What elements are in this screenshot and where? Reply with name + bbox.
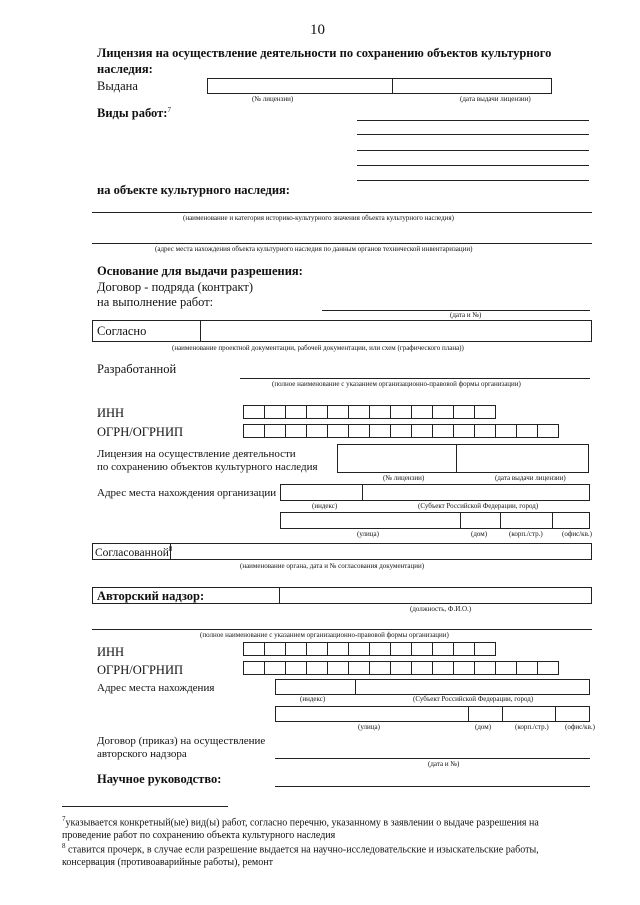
supervision-address-label: Адрес места нахождения — [97, 682, 215, 694]
works-line-2[interactable] — [357, 134, 589, 135]
supervision-divider — [279, 587, 280, 604]
ogrn-cells[interactable] — [243, 424, 558, 438]
doc-caption: (наименование проектной документации, рабочей документации, или схем (графического плана)) — [172, 344, 464, 352]
footnote-8-text2: консервация (противоаварийные работы), ремонт — [62, 857, 273, 869]
org-address-row2-divider-3 — [552, 512, 553, 529]
object-name-caption: (наименование и категория историко-культурного значения объекта культурного наследия) — [183, 214, 454, 222]
works-line-5[interactable] — [357, 180, 589, 181]
supervision-org-line[interactable] — [92, 629, 592, 630]
object-address-line[interactable] — [92, 243, 592, 244]
supervision-house-caption: (дом) — [475, 723, 492, 731]
supervision-office-caption: (офис/кв.) — [565, 723, 595, 731]
org-license-line1: Лицензия на осуществление деятельности — [97, 448, 296, 460]
contract-date-caption: (дата и №) — [450, 311, 482, 319]
footnote-8-text1: ставится прочерк, в случае если разрешение выдается на научно-исследовательские и изыскательские работы, — [65, 844, 539, 856]
footnote-7-ref: 7 — [167, 106, 171, 114]
digit-cell[interactable] — [453, 424, 475, 438]
supervision-position-caption: (должность, Ф.И.О.) — [410, 605, 472, 613]
inn-cells[interactable] — [243, 405, 495, 419]
developer-org-caption: (полное наименование с указанием организационно-правовой формы организации) — [272, 380, 521, 388]
supervision-inn-cells[interactable] — [243, 642, 495, 656]
footnote-7 — [62, 813, 539, 842]
org-license-line2: по сохранению объектов культурного наследия — [97, 461, 318, 473]
supervision-contract-line2: авторского надзора — [97, 748, 187, 760]
digit-cell[interactable] — [285, 405, 307, 419]
footnote-8-mark: 8 — [62, 842, 66, 850]
digit-cell[interactable] — [327, 405, 349, 419]
supervision-title: Авторский надзор: — [97, 589, 205, 603]
digit-cell[interactable] — [264, 424, 286, 438]
org-license-divider — [456, 444, 457, 473]
org-subject-caption: (Субъект Российской Федерации, город) — [418, 502, 539, 510]
coordinated-label — [95, 545, 172, 559]
digit-cell[interactable] — [348, 405, 370, 419]
page-number: 10 — [310, 22, 325, 38]
digit-cell[interactable] — [306, 661, 328, 675]
digit-cell[interactable] — [474, 424, 496, 438]
digit-cell[interactable] — [537, 661, 559, 675]
digit-cell[interactable] — [390, 405, 412, 419]
supervision-address-row2-divider-2 — [502, 706, 503, 722]
digit-cell[interactable] — [264, 642, 286, 656]
works-line-1[interactable] — [357, 120, 589, 121]
supervision-org-caption: (полное наименование с указанием организационно-правовой формы организации) — [200, 631, 449, 639]
digit-cell[interactable] — [495, 424, 517, 438]
org-index-caption: (индекс) — [312, 502, 338, 510]
org-license-date-caption: (дата выдачи лицензии) — [495, 474, 566, 482]
digit-cell[interactable] — [306, 642, 328, 656]
org-address-row2[interactable] — [280, 512, 590, 529]
digit-cell[interactable] — [432, 642, 454, 656]
issued-label: Выдана — [97, 79, 138, 93]
digit-cell[interactable] — [285, 661, 307, 675]
digit-cell[interactable] — [453, 405, 475, 419]
digit-cell[interactable] — [327, 661, 349, 675]
supervision-subject-caption: (Субъект Российской Федерации, город) — [413, 695, 534, 703]
supervision-building-caption: (корп./стр.) — [515, 723, 549, 731]
digit-cell[interactable] — [432, 405, 454, 419]
digit-cell[interactable] — [495, 661, 517, 675]
org-address-row1-divider — [362, 484, 363, 501]
digit-cell[interactable] — [432, 661, 454, 675]
supervision-inn-label: ИНН — [97, 645, 125, 659]
works-line-4[interactable] — [357, 165, 589, 166]
contract-line2: на выполнение работ: — [97, 295, 214, 309]
supervision-address-row2-divider-1 — [468, 706, 469, 722]
coordinated-label-text: Согласованной — [95, 546, 169, 559]
supervision-street-caption: (улица) — [358, 723, 380, 731]
org-address-row2-divider-2 — [500, 512, 501, 529]
supervision-address-row2-divider-3 — [555, 706, 556, 722]
digit-cell[interactable] — [474, 405, 496, 419]
scientific-line[interactable] — [275, 786, 590, 787]
developer-org-line[interactable] — [240, 378, 590, 379]
license-title-line2: наследия: — [97, 62, 153, 76]
object-name-line[interactable] — [92, 212, 592, 213]
digit-cell[interactable] — [369, 661, 391, 675]
works-label-text: Виды работ: — [97, 106, 168, 121]
digit-cell[interactable] — [453, 642, 475, 656]
org-office-caption: (офис/кв.) — [562, 530, 592, 538]
agreed-divider — [200, 320, 201, 342]
footnote-8 — [62, 840, 539, 869]
digit-cell[interactable] — [243, 642, 265, 656]
footnote-7-text2: проведение работ по сохранению объекта культурного наследия — [62, 830, 336, 842]
digit-cell[interactable] — [327, 642, 349, 656]
org-building-caption: (корп./стр.) — [509, 530, 543, 538]
developed-label: Разработанной — [97, 362, 177, 376]
org-license-number-caption: (№ лицензии) — [383, 474, 425, 482]
digit-cell[interactable] — [390, 642, 412, 656]
contract-line1: Договор - подряда (контракт) — [97, 280, 254, 294]
digit-cell[interactable] — [411, 642, 433, 656]
coordination-caption: (наименование органа, дата и № согласования документации) — [240, 562, 425, 570]
digit-cell[interactable] — [264, 405, 286, 419]
license-number-field[interactable] — [207, 78, 552, 94]
digit-cell[interactable] — [390, 424, 412, 438]
supervision-ogrn-label: ОГРН/ОГРНИП — [97, 663, 183, 677]
supervision-address-row1[interactable] — [275, 679, 590, 695]
digit-cell[interactable] — [516, 424, 538, 438]
supervision-index-caption: (индекс) — [300, 695, 326, 703]
digit-cell[interactable] — [306, 424, 328, 438]
scientific-title: Научное руководство: — [97, 772, 222, 786]
digit-cell[interactable] — [348, 424, 370, 438]
footnote-7-mark: 7 — [62, 815, 66, 823]
digit-cell[interactable] — [369, 405, 391, 419]
supervision-ogrn-cells[interactable] — [243, 661, 558, 675]
digit-cell[interactable] — [411, 661, 433, 675]
digit-cell[interactable] — [306, 405, 328, 419]
inn-label: ИНН — [97, 406, 125, 420]
footnote-separator — [62, 806, 228, 807]
object-address-caption: (адрес места нахождения объекта культурного наследия по данным органов технической инвентаризации) — [155, 245, 473, 253]
supervision-contract-line[interactable] — [275, 758, 590, 759]
license-field-divider — [392, 78, 393, 94]
ogrn-label: ОГРН/ОГРНИП — [97, 425, 183, 439]
digit-cell[interactable] — [432, 424, 454, 438]
footnote-7-text1: указывается конкретный(ые) вид(ы) работ, согласно перечню, указанному в заявлении о выдаче разрешения на — [65, 817, 539, 829]
org-house-caption: (дом) — [471, 530, 488, 538]
digit-cell[interactable] — [264, 661, 286, 675]
basis-title: Основание для выдачи разрешения: — [97, 264, 303, 278]
digit-cell[interactable] — [390, 661, 412, 675]
org-address-row2-divider-1 — [460, 512, 461, 529]
agreed-field[interactable] — [92, 320, 592, 342]
license-date-caption: (дата выдачи лицензии) — [460, 95, 531, 103]
supervision-contract-caption: (дата и №) — [428, 760, 460, 768]
digit-cell[interactable] — [474, 661, 496, 675]
object-label: на объекте культурного наследия: — [97, 183, 290, 197]
org-license-field[interactable] — [337, 444, 589, 473]
digit-cell[interactable] — [369, 424, 391, 438]
digit-cell[interactable] — [453, 661, 475, 675]
digit-cell[interactable] — [537, 424, 559, 438]
digit-cell[interactable] — [327, 424, 349, 438]
digit-cell[interactable] — [285, 424, 307, 438]
license-title-line1: Лицензия на осуществление деятельности по сохранению объектов культурного — [97, 46, 552, 60]
org-address-row1[interactable] — [280, 484, 590, 501]
org-address-label: Адрес места нахождения организации — [97, 487, 277, 499]
digit-cell[interactable] — [474, 642, 496, 656]
digit-cell[interactable] — [285, 642, 307, 656]
digit-cell[interactable] — [243, 424, 265, 438]
digit-cell[interactable] — [411, 424, 433, 438]
digit-cell[interactable] — [243, 405, 265, 419]
digit-cell[interactable] — [411, 405, 433, 419]
supervision-address-row1-divider — [355, 679, 356, 695]
digit-cell[interactable] — [369, 642, 391, 656]
agreed-label: Согласно — [97, 324, 147, 338]
digit-cell[interactable] — [348, 661, 370, 675]
org-street-caption: (улица) — [357, 530, 379, 538]
works-label — [97, 106, 171, 121]
footnote-8-ref: 8 — [168, 545, 173, 553]
license-number-caption: (№ лицензии) — [252, 95, 294, 103]
digit-cell[interactable] — [516, 661, 538, 675]
supervision-address-row2[interactable] — [275, 706, 590, 722]
works-line-3[interactable] — [357, 150, 589, 151]
supervision-contract-line1: Договор (приказ) на осуществление — [97, 735, 266, 747]
digit-cell[interactable] — [348, 642, 370, 656]
digit-cell[interactable] — [243, 661, 265, 675]
